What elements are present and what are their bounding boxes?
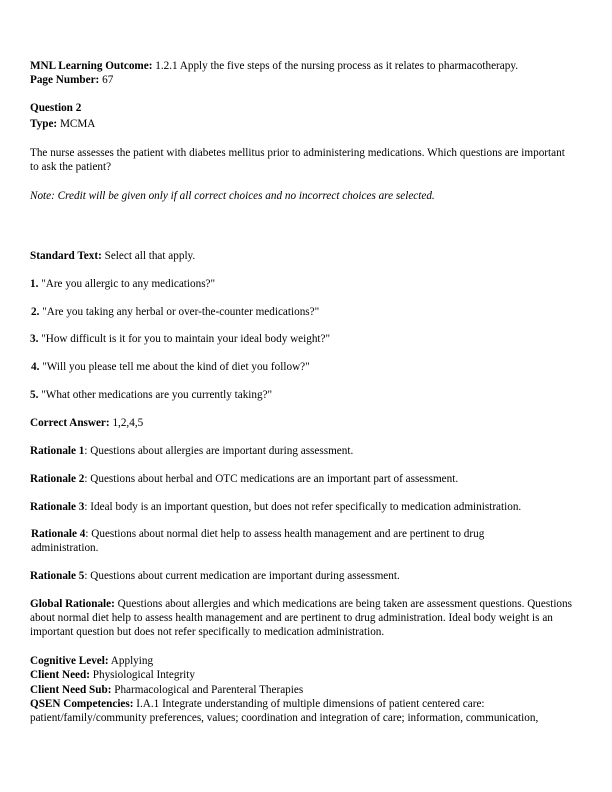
learning-outcome-text: 1.2.1 Apply the five steps of the nursing process as it relates to pharmacotherapy. xyxy=(155,60,519,72)
client-need-sub-value: Pharmacological and Parenteral Therapies xyxy=(114,684,304,696)
credit-note: Note: Credit will be given only if all correct choices and no incorrect choices are selected. xyxy=(30,190,435,202)
option-1 xyxy=(30,277,215,291)
rationale-3 xyxy=(30,500,521,514)
question-title-text: Question 2 xyxy=(30,102,82,114)
rationale-1 xyxy=(30,444,353,458)
option-5 xyxy=(30,388,272,402)
standard-text-label: Standard Text: xyxy=(30,250,102,262)
global-rationale-text: Questions about allergies and which medications are being taken are assessment questions. Questions about normal diet help to assess health management and are pertinent to drug administration. Ideal body weight is an important question but does not refer specifically to medication administration. xyxy=(30,598,572,638)
rationale-5 xyxy=(30,569,400,583)
global-rationale-label: Global Rationale: xyxy=(30,598,115,610)
question-type-label: Type: xyxy=(30,118,58,130)
standard-text xyxy=(30,249,195,263)
qsen-competencies xyxy=(30,697,485,711)
qsen-continued: patient/family/community preferences, values; coordination and integration of care; information, communication, xyxy=(30,712,539,724)
rationale-text: : Questions about herbal and OTC medications are an important part of assessment. xyxy=(84,473,459,485)
learning-outcome-label: MNL Learning Outcome: xyxy=(30,60,153,72)
question-type xyxy=(30,117,95,131)
client-need xyxy=(30,668,195,682)
correct-answer xyxy=(30,416,143,430)
rationale-label: Rationale 4 xyxy=(31,528,86,540)
learning-outcome xyxy=(30,59,518,73)
qsen-label: QSEN Competencies: xyxy=(30,698,134,710)
cognitive-level-value: Applying xyxy=(110,655,154,667)
option-text: "How difficult is it for you to maintain your ideal body weight?" xyxy=(41,333,331,345)
option-number: 5. xyxy=(30,389,39,401)
option-number: 4. xyxy=(31,361,40,373)
client-need-sub-label: Client Need Sub: xyxy=(30,684,112,696)
rationale-label: Rationale 1 xyxy=(30,445,85,457)
page-number-value: 67 xyxy=(102,74,114,86)
qsen-value: I.A.1 Integrate understanding of multiple dimensions of patient centered care: xyxy=(136,698,485,710)
option-text: "What other medications are you currently taking?" xyxy=(41,389,273,401)
rationale-text: : Questions about allergies are important during assessment. xyxy=(84,445,354,457)
option-number: 2. xyxy=(31,306,40,318)
option-text: "Will you please tell me about the kind of diet you follow?" xyxy=(42,361,310,373)
option-number: 3. xyxy=(30,333,39,345)
cognitive-level-label: Cognitive Level: xyxy=(30,655,109,667)
rationale-label: Rationale 2 xyxy=(30,473,85,485)
correct-answer-label: Correct Answer: xyxy=(30,417,110,429)
global-rationale xyxy=(30,597,575,639)
page-number xyxy=(30,73,113,87)
option-2 xyxy=(31,305,319,319)
rationale-text: : Questions about current medication are important during assessment. xyxy=(84,570,400,582)
option-number: 1. xyxy=(30,278,39,290)
rationale-label: Rationale 3 xyxy=(30,501,85,513)
option-4 xyxy=(31,360,310,374)
option-text: "Are you allergic to any medications?" xyxy=(41,278,216,290)
correct-answer-value: 1,2,4,5 xyxy=(112,417,144,429)
rationale-label: Rationale 5 xyxy=(30,570,85,582)
option-text: "Are you taking any herbal or over-the-counter medications?" xyxy=(42,306,320,318)
client-need-sub xyxy=(30,683,303,697)
rationale-4 xyxy=(31,527,551,555)
rationale-text: : Ideal body is an important question, but does not refer specifically to medication administration. xyxy=(84,501,522,513)
client-need-label: Client Need: xyxy=(30,669,90,681)
page-number-label: Page Number: xyxy=(30,74,100,86)
question-type-value: MCMA xyxy=(59,118,96,130)
rationale-2 xyxy=(30,472,458,486)
option-3 xyxy=(30,332,330,346)
cognitive-level xyxy=(30,654,153,668)
rationale-text: : Questions about normal diet help to assess health management and are pertinent to drug administration. xyxy=(31,528,485,554)
question-stem: The nurse assesses the patient with diabetes mellitus prior to administering medications. Which questions are important to ask the patient? xyxy=(30,147,565,173)
standard-text-value: Select all that apply. xyxy=(104,250,196,262)
client-need-value: Physiological Integrity xyxy=(92,669,195,681)
question-title xyxy=(30,101,81,115)
